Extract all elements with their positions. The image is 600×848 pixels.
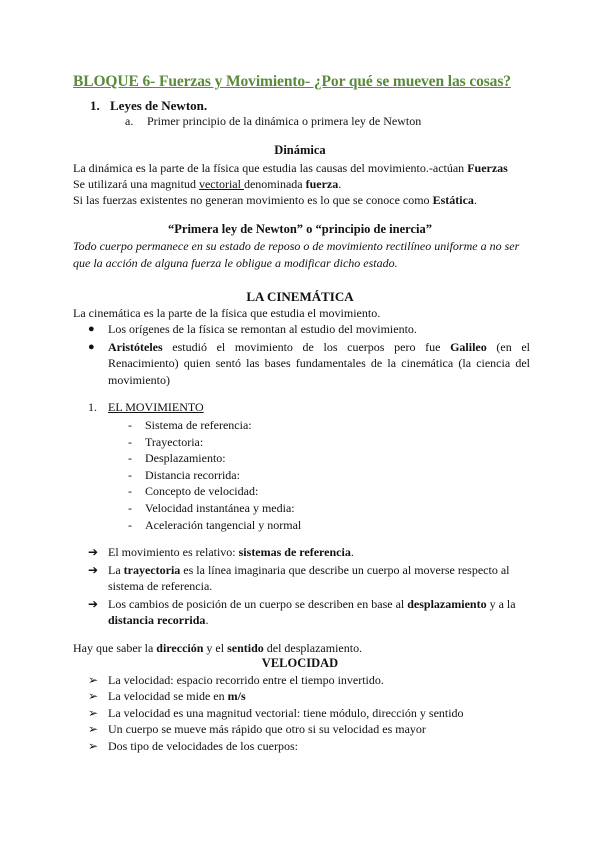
section-number: 1.: [88, 400, 97, 414]
list-item: [128, 517, 600, 534]
text: La velocidad: espacio recorrido entre el tiempo invertido.: [108, 673, 384, 687]
velocidad-list: [88, 672, 532, 754]
list-item: [88, 721, 532, 737]
velocidad-heading: VELOCIDAD: [261, 656, 339, 670]
dash-icon: -: [128, 484, 132, 499]
list-item: [88, 339, 530, 389]
primera-ley-heading: “Primera ley de Newton” o “principio de inercia”: [168, 222, 432, 236]
text: Distancia recorrida:: [145, 467, 240, 482]
text: Trayectoria:: [145, 434, 204, 449]
list-item: [88, 672, 532, 688]
dinamica-paragraph-2: [73, 176, 530, 193]
dash-icon: -: [128, 418, 132, 432]
bold-term: sistemas de referencia: [238, 545, 351, 559]
subsection-label: Primer principio de la dinámica o primera ley de Newton: [147, 114, 422, 128]
text: es la línea imaginaria que describe un cuerpo al moverse respecto al sistema de referencia.: [108, 563, 510, 593]
movimiento-list: [128, 417, 600, 533]
primera-ley-text: Todo cuerpo permanece en su estado de reposo o de movimiento rectilíneo uniforme a no ser que la acción de alguna fuerza le obligue a modificar dicho estado.: [73, 239, 520, 270]
bold-term: m/s: [227, 689, 246, 704]
bold-term: dirección: [156, 641, 204, 655]
section-movimiento: [88, 400, 600, 415]
arrowhead-icon: ➢: [88, 722, 99, 737]
text: (en el Renacimiento) quien sentó las bases fundamentales de la cinemática (la ciencia del movimiento): [108, 339, 531, 387]
bold-term: Galileo: [450, 339, 487, 354]
list-item: [128, 483, 600, 500]
arrowhead-icon: ➢: [88, 705, 99, 720]
text: y a la: [486, 597, 516, 611]
text: Un cuerpo se mueve más rápido que otro si su velocidad es mayor: [108, 722, 426, 737]
text: y el: [203, 641, 228, 655]
text: La velocidad es una magnitud vectorial: tiene módulo, dirección y sentido: [108, 705, 464, 720]
section-label: Leyes de Newton.: [110, 98, 208, 113]
text: del desplazamiento.: [263, 641, 363, 655]
bullet-icon: ●: [88, 323, 95, 335]
text: Aceleración tangencial y normal: [145, 517, 302, 532]
dinamica-paragraph-1: [73, 160, 530, 177]
list-item: [128, 417, 600, 434]
text: .: [205, 613, 209, 627]
text: Dos tipo de velocidades de los cuerpos:: [108, 738, 298, 753]
arrow-icon: ➔: [88, 563, 99, 577]
list-item: [88, 544, 532, 560]
text: .: [338, 177, 342, 191]
text: denominada: [243, 177, 306, 191]
section-label: EL MOVIMIENTO: [108, 400, 204, 414]
list-item: [128, 467, 600, 484]
bold-term: Aristóteles: [108, 339, 163, 354]
bold-term: fuerza: [305, 177, 339, 191]
cinematica-intro: La cinemática es la parte de la física que estudia el movimiento.: [73, 306, 381, 320]
text: Se utilizará una magnitud: [73, 177, 199, 191]
subsection-primer-principio: [125, 114, 600, 129]
bullet-icon: ●: [88, 340, 95, 353]
dinamica-heading: Dinámica: [274, 143, 326, 157]
list-item: [88, 596, 532, 628]
text: Hay que saber la: [73, 641, 157, 655]
bold-term: sentido: [227, 641, 264, 655]
underlined-term: vectorial: [198, 177, 244, 191]
arrowhead-icon: ➢: [88, 673, 99, 687]
text: Sistema de referencia:: [145, 418, 252, 432]
dash-icon: -: [128, 467, 132, 482]
list-item: [88, 738, 532, 754]
list-item: [88, 321, 530, 338]
text: La dinámica es la parte de la física que estudia las causas del movimiento.-actúan: [73, 161, 468, 175]
cinematica-bullets: [88, 321, 530, 388]
text: estudió el movimiento de los cuerpos pero fue: [162, 339, 451, 354]
arrowhead-icon: ➢: [88, 738, 99, 753]
list-item: [128, 434, 600, 451]
dash-icon: -: [128, 451, 132, 466]
list-item: [128, 450, 600, 467]
text: Los cambios de posición de un cuerpo se describen en base al: [108, 597, 408, 611]
bold-term: distancia recorrida: [108, 613, 206, 627]
list-item: [88, 688, 532, 704]
dash-icon: -: [128, 434, 132, 449]
text: .: [473, 193, 477, 207]
bold-term: desplazamiento: [407, 597, 487, 611]
arrow-icon: ➔: [88, 597, 99, 611]
text: Concepto de velocidad:: [145, 484, 259, 499]
list-item: [88, 562, 532, 594]
text: Velocidad instantánea y media:: [145, 500, 295, 515]
list-item: [88, 705, 532, 721]
bold-term: Estática: [432, 193, 474, 207]
cinematica-heading: LA CINEMÁTICA: [246, 289, 354, 304]
dash-icon: -: [128, 500, 132, 515]
text: Desplazamiento:: [145, 451, 226, 466]
subsection-letter: a.: [125, 114, 134, 128]
arrow-icon: ➔: [88, 545, 99, 559]
arrowhead-icon: ➢: [88, 689, 99, 704]
dash-icon: -: [128, 517, 132, 532]
text: El movimiento es relativo:: [108, 545, 239, 559]
section-leyes-newton: [90, 98, 600, 114]
direccion-paragraph: [73, 640, 530, 657]
list-item: [128, 500, 600, 517]
text: .: [350, 545, 354, 559]
text: La velocidad se mide en: [108, 689, 228, 704]
text: Los orígenes de la física se remontan al estudio del movimiento.: [108, 322, 417, 336]
bold-term: trayectoria: [123, 563, 181, 577]
arrow-list: [88, 544, 532, 628]
text: Si las fuerzas existentes no generan movimiento es lo que se conoce como: [73, 193, 433, 207]
text: La: [108, 563, 124, 577]
bold-term: Fuerzas: [467, 161, 508, 175]
dinamica-paragraph-3: [73, 192, 530, 209]
document-title: BLOQUE 6- Fuerzas y Movimiento- ¿Por qué se mueven las cosas?: [73, 73, 511, 90]
section-number: 1.: [90, 98, 100, 113]
